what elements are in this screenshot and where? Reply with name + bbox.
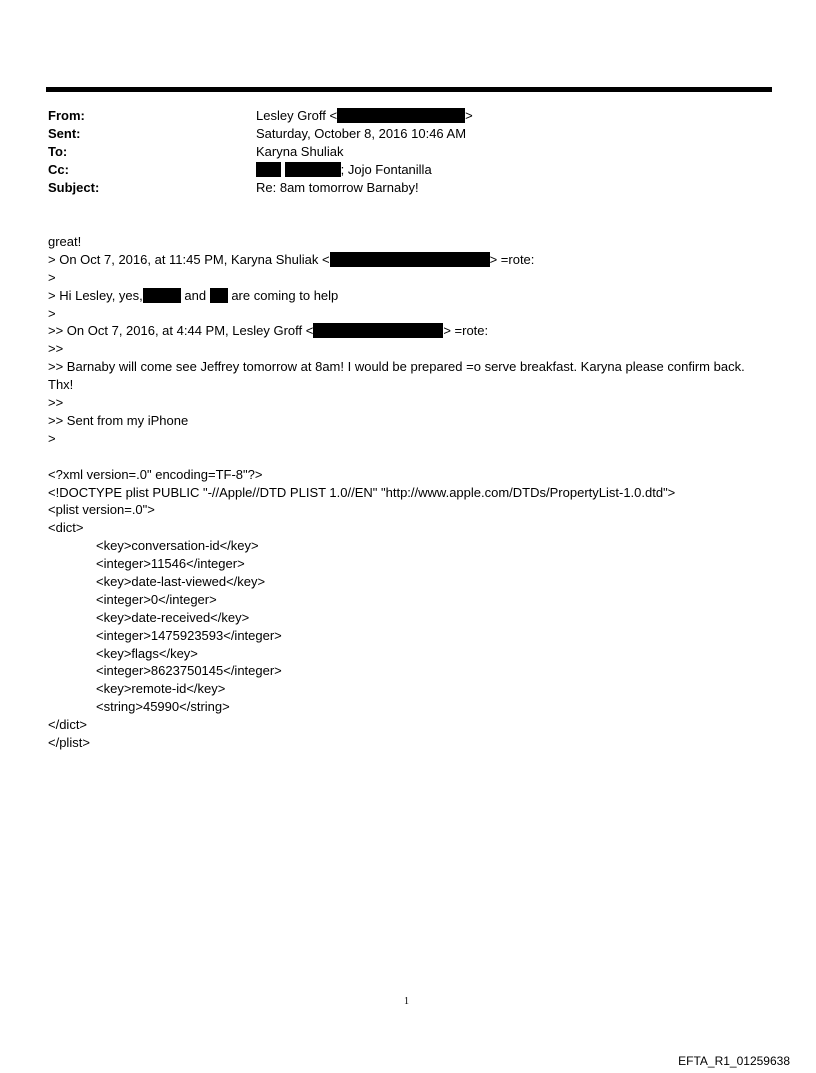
body-line: > (48, 430, 56, 446)
body-line: >> (48, 341, 64, 357)
quote-header-line (48, 322, 768, 340)
redaction-box (210, 288, 228, 303)
xml-line: <key>remote-id</key> (96, 681, 226, 697)
redaction-box (330, 252, 490, 267)
from-label: From: (48, 108, 85, 123)
reply-text: are coming to help (227, 287, 339, 303)
page-number: 1 (404, 996, 409, 1007)
xml-line: <string>45990</string> (96, 699, 230, 715)
body-paragraph: >> Barnaby will come see Jeffrey tomorrow at 8am! I would be prepared =o serve breakfast. Karyna please confirm back. Thx! (48, 359, 745, 393)
xml-line: <key>date-received</key> (96, 609, 250, 625)
subject-value: Re: 8am tomorrow Barnaby! (256, 180, 419, 195)
xml-line: </dict> (48, 717, 88, 733)
from-name: Lesley Groff < (256, 108, 338, 123)
quote-header-suffix: > =rote: (443, 323, 489, 339)
bates-number: EFTA_R1_01259638 (678, 1054, 790, 1068)
redaction-box (143, 288, 181, 303)
cc-names: ; Jojo Fontanilla (340, 162, 432, 177)
body-line: >> (48, 395, 64, 411)
from-value (256, 107, 473, 125)
header-divider (46, 87, 772, 92)
body-line: > (48, 269, 56, 285)
xml-line: <key>conversation-id</key> (96, 538, 259, 554)
xml-line: <?xml version=.0" encoding=TF-8"?> (48, 466, 263, 482)
reply-text: > Hi Lesley, yes, (48, 287, 143, 303)
xml-line: <integer>11546</integer> (96, 556, 245, 572)
xml-line: <dict> (48, 520, 84, 536)
xml-line: <key>date-last-viewed</key> (96, 573, 266, 589)
reply-line (48, 287, 768, 305)
blank-line (48, 448, 768, 466)
sent-label: Sent: (48, 126, 81, 141)
xml-line: </plist> (48, 734, 90, 750)
xml-line: <plist version=.0"> (48, 502, 155, 518)
reply-text: and (180, 287, 210, 303)
subject-label: Subject: (48, 180, 100, 195)
redaction-box (337, 108, 465, 123)
cc-label: Cc: (48, 162, 69, 177)
xml-line: <!DOCTYPE plist PUBLIC "-//Apple//DTD PLIST 1.0//EN" "http://www.apple.com/DTDs/PropertyList-1.0.dtd"> (48, 484, 676, 500)
sent-value: Saturday, October 8, 2016 10:46 AM (256, 126, 467, 141)
email-body (48, 233, 768, 752)
cc-value (256, 161, 432, 179)
redaction-box (285, 162, 341, 177)
xml-line: <key>flags</key> (96, 645, 198, 661)
redaction-box (256, 162, 281, 177)
redaction-box (313, 323, 443, 338)
body-line: >> Sent from my iPhone (48, 412, 189, 428)
xml-line: <integer>0</integer> (96, 591, 217, 607)
xml-line: <integer>8623750145</integer> (96, 663, 282, 679)
body-line: > (48, 305, 56, 321)
to-value: Karyna Shuliak (256, 144, 344, 159)
quote-header-suffix: > =rote: (489, 251, 535, 267)
quote-header-text: >> On Oct 7, 2016, at 4:44 PM, Lesley Groff < (48, 323, 314, 339)
xml-line: <integer>1475923593</integer> (96, 627, 282, 643)
from-close: > (465, 108, 473, 123)
quote-header-text: > On Oct 7, 2016, at 11:45 PM, Karyna Shuliak < (48, 251, 330, 267)
quote-header-line (48, 251, 768, 269)
body-line: great! (48, 234, 82, 249)
to-label: To: (48, 144, 68, 159)
